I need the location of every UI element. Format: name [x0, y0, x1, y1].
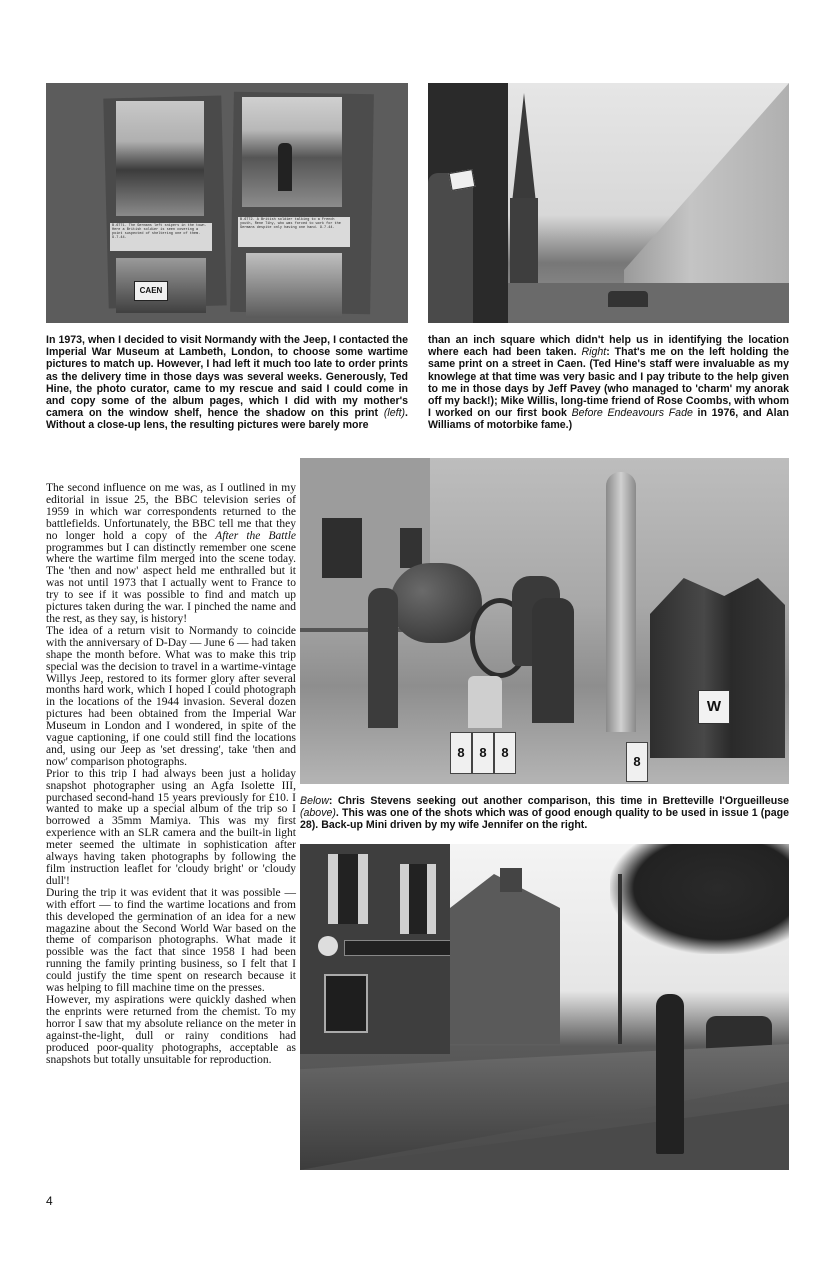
jerrycan-3 [494, 732, 516, 774]
church-spire [512, 93, 536, 203]
caption-top-right-text3: in 1976, and Alan Williams of motorbike fame.) [428, 407, 789, 432]
caption-top-right [428, 334, 789, 432]
jerrycan-2-label: 8 [479, 745, 487, 760]
utility-pole [618, 874, 622, 1044]
shutters-1 [328, 854, 368, 924]
soldiers-right [650, 578, 785, 758]
man-standing [656, 994, 684, 1154]
jerrycan-1 [450, 732, 472, 774]
pump-pillar [606, 472, 636, 732]
water-tank [390, 563, 482, 643]
caption-top-left-italic: (left) [383, 407, 406, 420]
album-card-right-text: B.6772. A British soldier talking to a French youth, Rene Tihy, who was forced to work for the Germans despite only having one hand. 9.7.44. [240, 218, 341, 230]
tree [610, 844, 789, 954]
album-card-left-text: B.6771. The Germans left snipers in the town. Here a British soldier is seen covering a point suspected of sheltering one of them. 9.7.44. [112, 224, 207, 240]
caption-top-left-text2: . Without a close-up lens, the resulting pictures were barely more [46, 407, 408, 432]
album-photo-ruins-left [116, 101, 204, 216]
album-photo-soldier [242, 97, 342, 207]
stone-bollard [468, 676, 502, 728]
caption-top-right-italic2: Before Endeavours Fade [571, 407, 693, 420]
caption-middle-text1: : Chris Stevens seeking out another comparison, this time in Bretteville l'Orgueilleuse [328, 795, 789, 807]
body-paragraph-4: During the trip it was evident that it was possible — with effort — to find the wartime locations and from this developed the germination of an idea for a new magazine about the Second World War based on the theme of comparison photographs. What made it possible was the fact that since 1958 I had been running the family printing business, so I felt that I could justify the time spent on research because it was helping to fill machine time on the presses. [46, 886, 296, 995]
body-p1-text-b: programmes but I can distinctly remember one scene where the wartime film merged into the scene today. The 'then and now' aspect held me enthralled but it was not until 1973 that I actually went to France to try to see if it was possible to find and match up pictures taken during the war. I pinched the name and the rest, as they say, is history! [46, 541, 296, 625]
caption-top-left-text1: In 1973, when I decided to visit Normandy with the Jeep, I contacted the Imperial War Museum at Lambeth, London, to choose some wartime pictures to match up. However, I had left it much too late to order prints as the delivery time in those days was several weeks. Generously, Ted Hine, the photo curator, came to my rescue and said I could come in and copy some of the album pages, which I did with my mother's camera on the window shelf, hence the shadow on this print [46, 334, 408, 420]
emblem-sign [318, 936, 338, 956]
body-paragraph-3: Prior to this trip I had always been just a holiday snapshot photographer using an Agfa Isolette III, purchased second-hand 15 years previously for £10. I wanted to make up a special album of the trip so I borrowed a 35mm Mamiya. This was my first experience with an SLR camera and the built-in light meter seemed the ultimate in sophistication after always having taken photographs by following the film instruction leaflet for 'cloudy bright' or 'cloudy dull'! [46, 767, 296, 887]
album-card-left [110, 223, 212, 251]
album-photo-soldier-figures [278, 143, 292, 191]
ground-windows [324, 974, 368, 1033]
caption-middle-text2: . This was one of the shots which was of good enough quality to be used in issue 1 (page 28). Back-up Mini driven by my wife Jennifer on the right. [300, 807, 789, 832]
jerrycan-2 [472, 732, 494, 774]
photo-caen-street [428, 83, 789, 323]
photo-bretteville-comparison [300, 844, 789, 1170]
jerrycan-1-label: 8 [457, 745, 465, 760]
right-buildings [624, 83, 789, 303]
body-paragraph-1 [46, 483, 296, 626]
middle-house [450, 874, 560, 1044]
caption-top-right-text1: than an inch square which didn't help us in identifying the location where each had been taken. [428, 334, 789, 359]
body-paragraph-2: The idea of a return visit to Normandy to coincide with the anniversary of D-Day — June 6 — had taken shape the month before. What was to make this trip special was the decision to travel in a wartime-vintage Willys Jeep, restored to its former glory after several months hard work, which I hoped I could photograph in the locations of the 1944 invasion. Several dozen pictures had been obtained from the Imperial War Museum in London and I wondered, in spite of the vague captioning, if one could still find the locations and, using our Jeep as 'set dressing', take 'then and now' comparison photographs. [46, 624, 296, 768]
jerrycan-4 [626, 742, 648, 782]
body-p1-text-a: The second influence on me was, as I outlined in my editorial in issue 25, the BBC television series of 1959 in which war correspondents returned to the battlefields. Unfortunately, the BBC tell me that they no longer hold a copy of the [46, 482, 296, 542]
street [508, 283, 789, 323]
jerrycan-4-label: 8 [633, 754, 641, 769]
caen-sign-text: CAEN [139, 286, 163, 295]
photo-album-pages [46, 83, 408, 323]
soldier-left [368, 588, 398, 728]
person-holding-print [428, 173, 473, 323]
shop-sign [344, 940, 456, 956]
album-card-right [238, 217, 350, 247]
chimney [500, 868, 522, 892]
caption-middle [300, 795, 789, 832]
house-window-2 [400, 528, 422, 568]
page-number: 4 [46, 1194, 53, 1208]
soldier-pumping [532, 598, 574, 723]
caen-sign [134, 281, 168, 301]
parked-car [608, 291, 648, 307]
caption-top-left [46, 334, 408, 432]
photo-bretteville-wartime [300, 458, 789, 784]
caption-middle-italic: (above) [300, 807, 336, 820]
jerrycan-3-label: 8 [501, 745, 509, 760]
body-paragraph-5: However, my aspirations were quickly dashed when the enprints were returned from the chemist. To my horror I saw that my absolute reliance on the meter in against-the-light, dull or rainy conditions had produced poor-quality photographs, acceptable as snapshots but totally unsuitable for reproduction. [46, 993, 296, 1066]
caption-top-right-text2: : That's me on the left holding the same print on a street in Caen. (Ted Hine's staff were invaluable as my knowlege at that time was very basic and I pay tribute to the help given to me in those days by Jeff Pavey (who managed to 'charm' my anorak off my back!); Mike Willis, long-time friend of Rose Coombs, with whom I worked on our first book [428, 346, 789, 420]
house-window-1 [322, 518, 362, 578]
body-p1-italic: After the Battle [215, 529, 296, 542]
album-photo-lower-right [246, 253, 342, 318]
caption-top-right-italic1: Right [581, 346, 607, 359]
w-sign-text: W [706, 698, 722, 715]
shutters-2 [400, 864, 436, 934]
w-sign [698, 690, 730, 724]
article-body [46, 483, 296, 1066]
caption-middle-label: Below [300, 795, 329, 807]
